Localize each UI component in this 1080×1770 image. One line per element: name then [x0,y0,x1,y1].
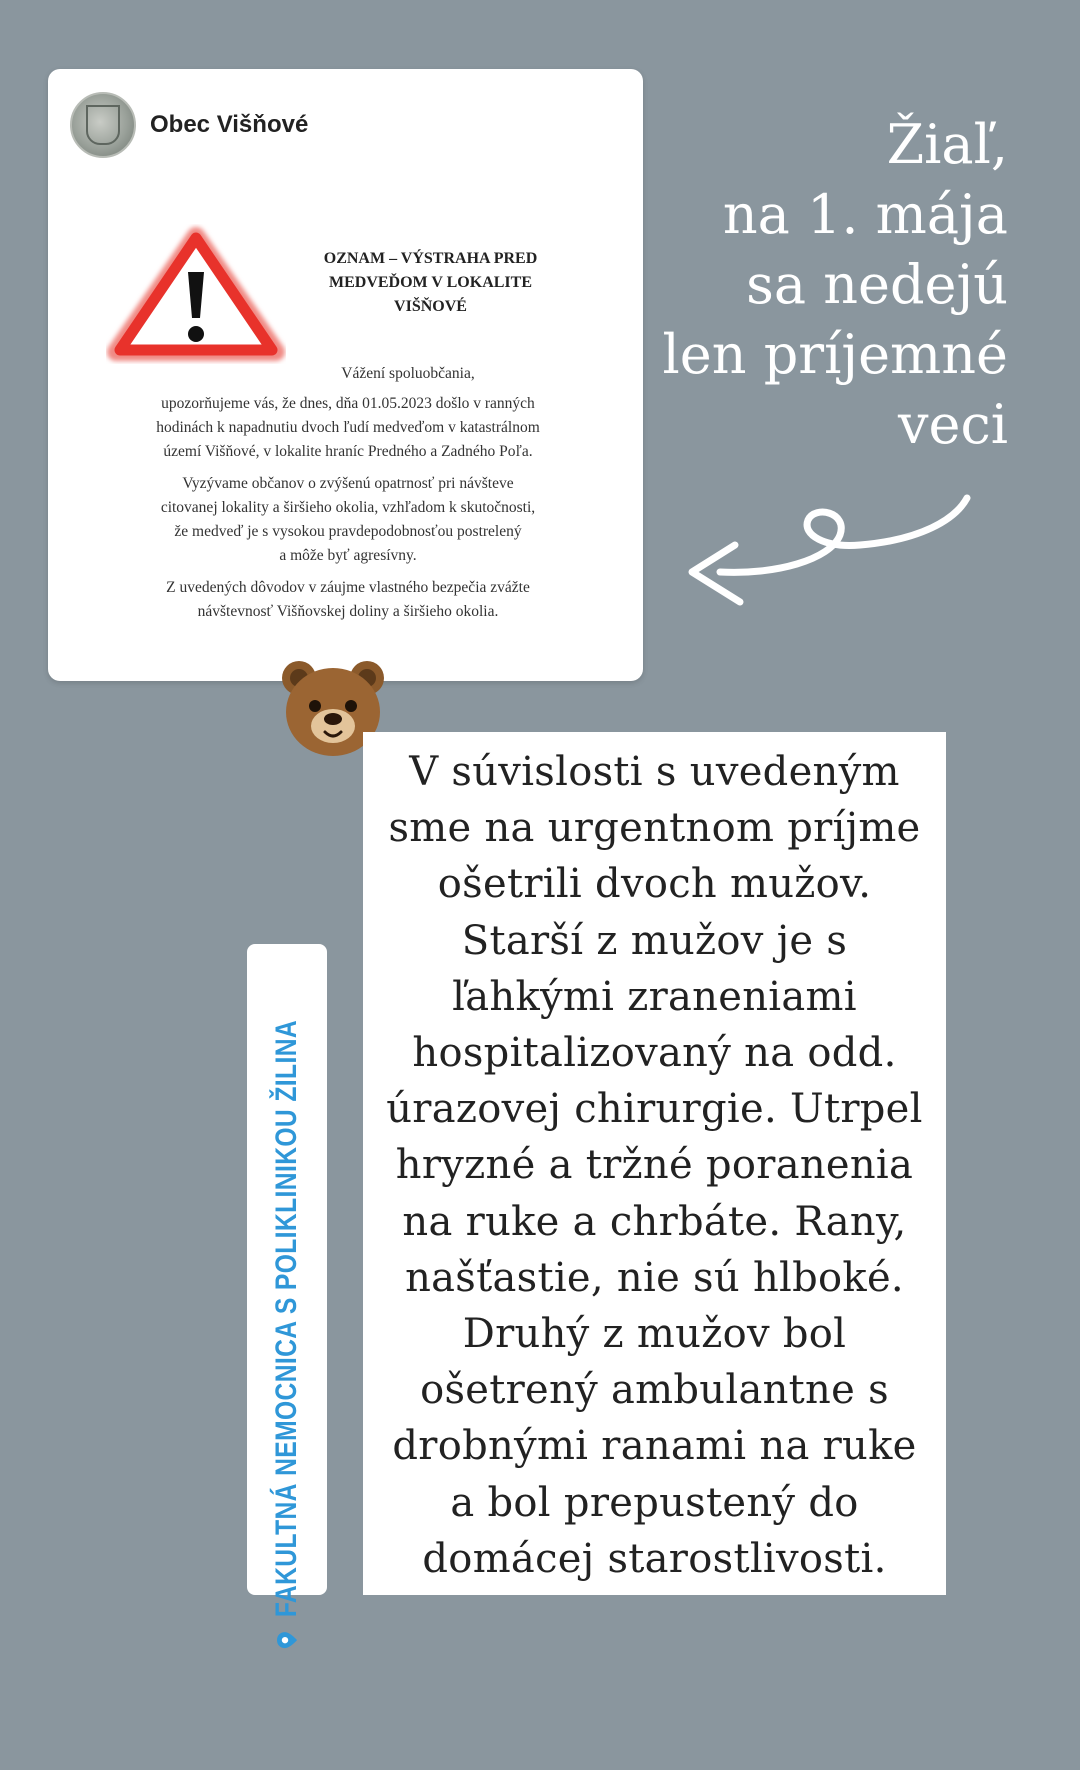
notice-title [268,247,593,319]
headline-line: sa nedejú [746,253,1008,316]
notice-paragraph [88,576,608,624]
story-text-line: ľahkými zraneniami [452,973,857,1020]
notice-line: upozorňujeme vás, že dnes, dňa 01.05.2023 došlo v ranných [161,395,535,412]
headline-line: veci [898,393,1008,456]
story-text-line: domácej starostlivosti. [422,1535,887,1582]
headline-line: len príjemné [662,323,1008,386]
notice-paragraph [88,392,608,464]
story-text-line: ošetrili dvoch mužov. [437,861,872,908]
notice-line: hodinách k napadnutiu dvoch ľudí medveďom v katastrálnom [156,419,540,436]
reposted-post-card[interactable] [48,69,643,681]
story-text-line: drobnými ranami na ruke [392,1423,917,1470]
notice-greeting: Vážení spoluobčania, [341,365,475,382]
story-text [371,744,938,1587]
story-text-line: ošetrený ambulantne s [420,1367,889,1414]
notice-line: Vyzývame občanov o zvýšenú opatrnosť pri návšteve [182,475,514,492]
account-name[interactable]: Obec Višňové [150,111,309,138]
story-text-line: úrazovej chirurgie. Utrpel [386,1086,923,1133]
headline-line: na 1. mája [722,183,1008,246]
notice-line: citovanej lokality a širšieho okolia, vzhľadom k skutočnosti, [160,499,536,516]
story-text-line: V súvislosti s uvedeným [409,749,900,795]
notice-paragraph [88,472,608,568]
warning-triangle-icon [106,224,286,364]
story-text-box [363,732,946,1595]
location-label[interactable]: FAKULTNÁ NEMOCNICA S POLIKLINIKOU ŽILINA [270,1019,303,1617]
location-pin-icon [276,1629,298,1651]
notice-line: a môže byť agresívny. [279,547,417,564]
story-text-line: Starší z mužov je s [461,917,848,964]
post-header[interactable] [70,92,308,158]
location-sticker[interactable] [247,944,327,1617]
notice-line: že medveď je s vysokou pravdepodobnosťou postrelený [174,523,522,540]
story-text-line: hryzné a tržné poranenia [395,1142,914,1189]
story-text-line: na ruke a chrbáte. Rany, [402,1198,907,1245]
notice-title-line: MEDVEĎOM V LOKALITE [329,274,532,291]
notice-title-line: VIŠŇOVÉ [394,298,467,315]
notice-line: návštevnosť Višňovskej doliny a širšieho okolia. [197,603,499,620]
story-text-line: hospitalizovaný na odd. [412,1030,897,1077]
notice-title-line: OZNAM – VÝSTRAHA PRED [323,250,538,267]
location-sticker-content[interactable] [270,888,304,1650]
story-text-line: a bol prepustený do [450,1479,859,1526]
notice-body [88,362,608,632]
curly-arrow-icon [680,490,980,640]
headline-line: Žiaľ, [886,113,1008,176]
story-headline [588,110,1008,460]
story-text-line: našťastie, nie sú hlboké. [405,1254,904,1301]
account-avatar[interactable] [70,92,136,158]
notice-line: území Višňové, v lokalite hraníc Predného a Zadného Poľa. [163,443,533,460]
story-text-line: Druhý z mužov bol [462,1311,847,1358]
notice-line: Z uvedených dôvodov v záujme vlastného bezpečia zvážte [166,579,530,596]
story-text-line: sme na urgentnom príjme [388,805,921,852]
